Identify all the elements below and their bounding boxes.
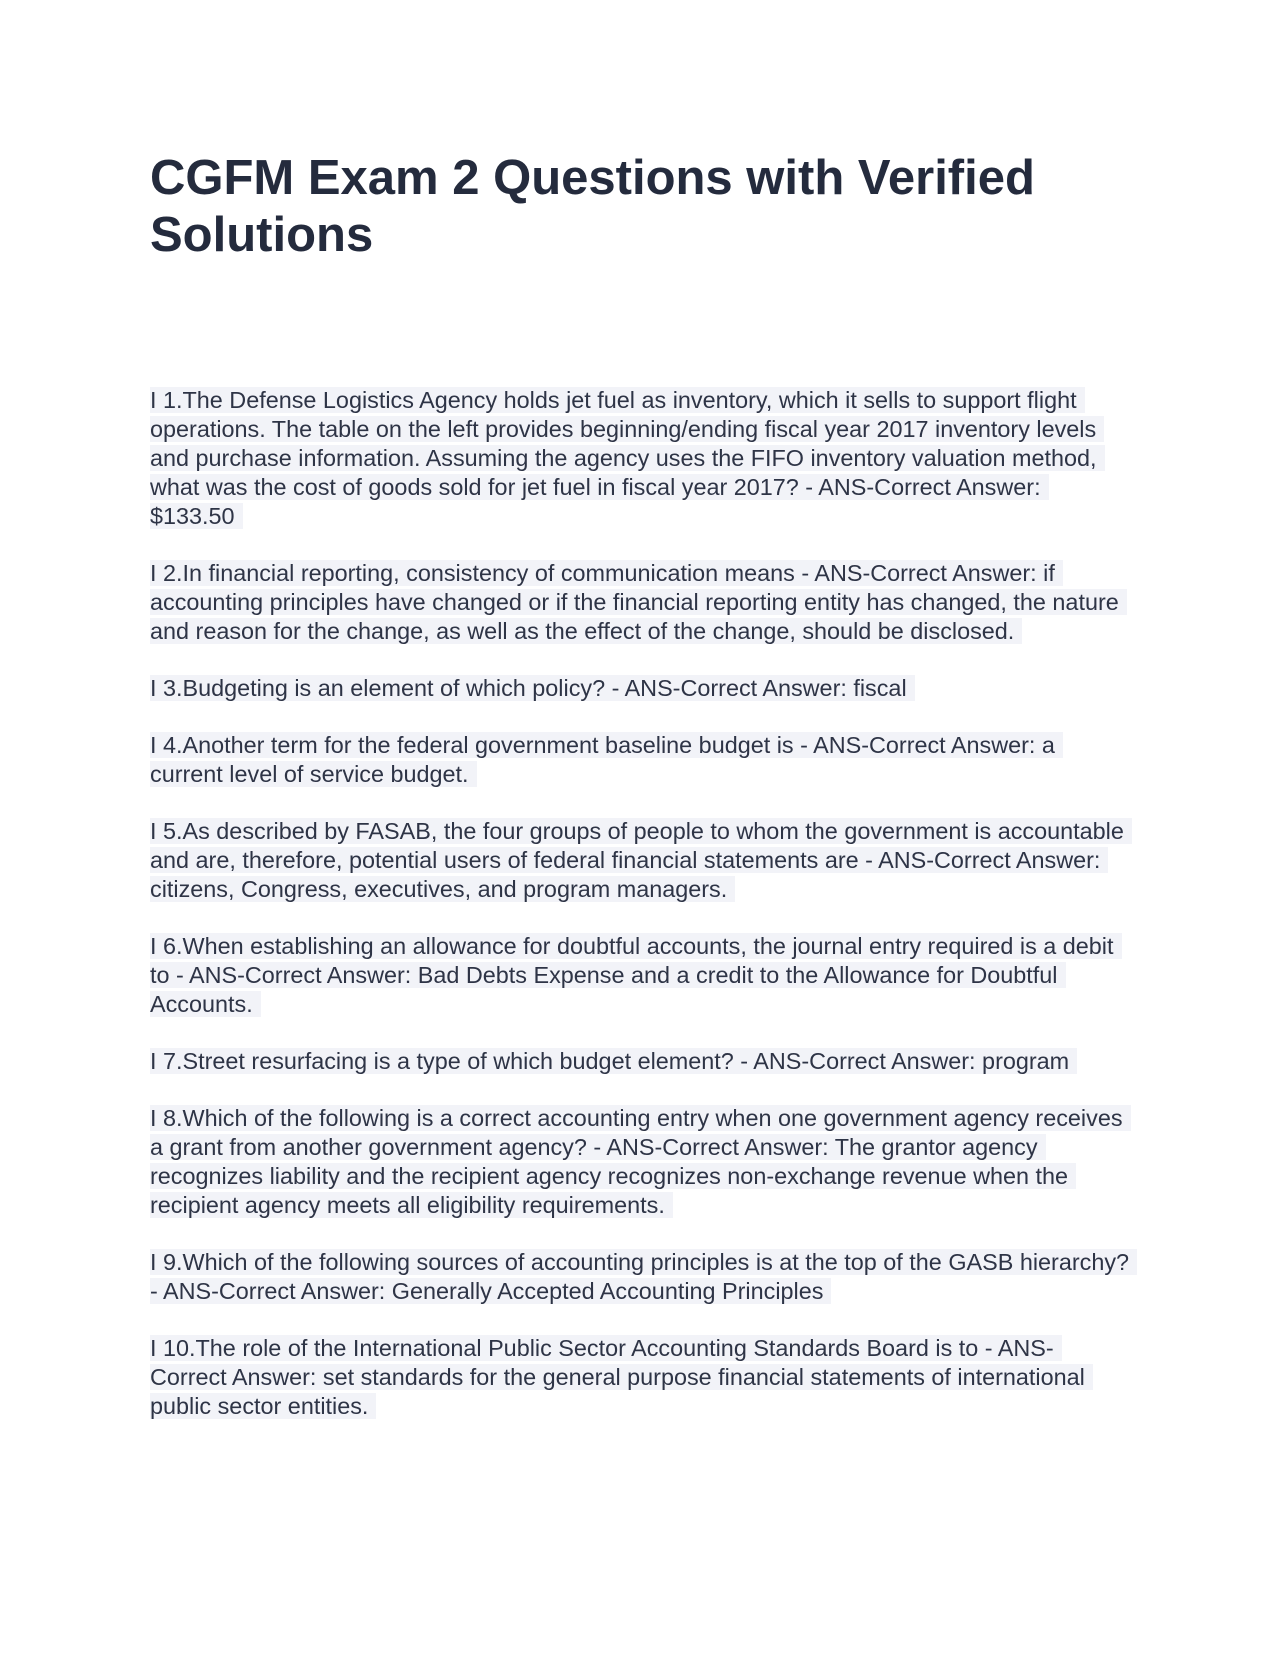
- question-item: [150, 817, 1130, 904]
- question-item: [150, 1248, 1130, 1306]
- question-item: [150, 559, 1130, 646]
- question-text: I 4.Another term for the federal government baseline budget is - ANS-Correct Answer: a current level of service budget.: [150, 732, 1063, 787]
- question-text: I 5.As described by FASAB, the four groups of people to whom the government is accountable and are, therefore, potential users of federal financial statements are - ANS-Correct Answer: citizens, Congress, executives, and program managers.: [150, 818, 1132, 902]
- question-item: [150, 1047, 1130, 1076]
- document-title: CGFM Exam 2 Questions with Verified Solutions: [150, 151, 1035, 262]
- question-item: [150, 674, 1130, 703]
- question-text: I 10.The role of the International Public Sector Accounting Standards Board is to - ANS-Correct Answer: set standards for the general purpose financial statements of international public sector entities.: [150, 1335, 1093, 1419]
- question-text: I 6.When establishing an allowance for doubtful accounts, the journal entry required is a debit to - ANS-Correct Answer: Bad Debts Expense and a credit to the Allowance for Doubtful Accounts.: [150, 933, 1122, 1017]
- question-text: I 2.In financial reporting, consistency of communication means - ANS-Correct Answer: if accounting principles have changed or if the financial reporting entity has changed, the nature and reason for the change, as well as the effect of the change, should be disclosed.: [150, 560, 1127, 644]
- question-item: [150, 731, 1130, 789]
- question-text: I 8.Which of the following is a correct accounting entry when one government agency receives a grant from another government agency? - ANS-Correct Answer: The grantor agency recognizes liability and the recipient agency recognizes non-exchange revenue when the recipient agency meets all eligibility requirements.: [150, 1105, 1131, 1218]
- question-item: [150, 1334, 1130, 1421]
- question-list: [150, 386, 1130, 1421]
- question-item: [150, 932, 1130, 1019]
- question-text: I 7.Street resurfacing is a type of which budget element? - ANS-Correct Answer: program: [150, 1048, 1077, 1074]
- question-item: [150, 1104, 1130, 1220]
- question-item: [150, 386, 1130, 531]
- document-page: [150, 150, 1130, 1449]
- question-text: I 3.Budgeting is an element of which policy? - ANS-Correct Answer: fiscal: [150, 675, 915, 701]
- question-text: I 9.Which of the following sources of accounting principles is at the top of the GASB hierarchy? - ANS-Correct Answer: Generally Accepted Accounting Principles: [150, 1249, 1137, 1304]
- question-text: I 1.The Defense Logistics Agency holds jet fuel as inventory, which it sells to support flight operations. The table on the left provides beginning/ending fiscal year 2017 inventory levels and purchase information. Assuming the agency uses the FIFO inventory valuation method, what was the cost of goods sold for jet fuel in fiscal year 2017? - ANS-Correct Answer: $133.50: [150, 387, 1105, 529]
